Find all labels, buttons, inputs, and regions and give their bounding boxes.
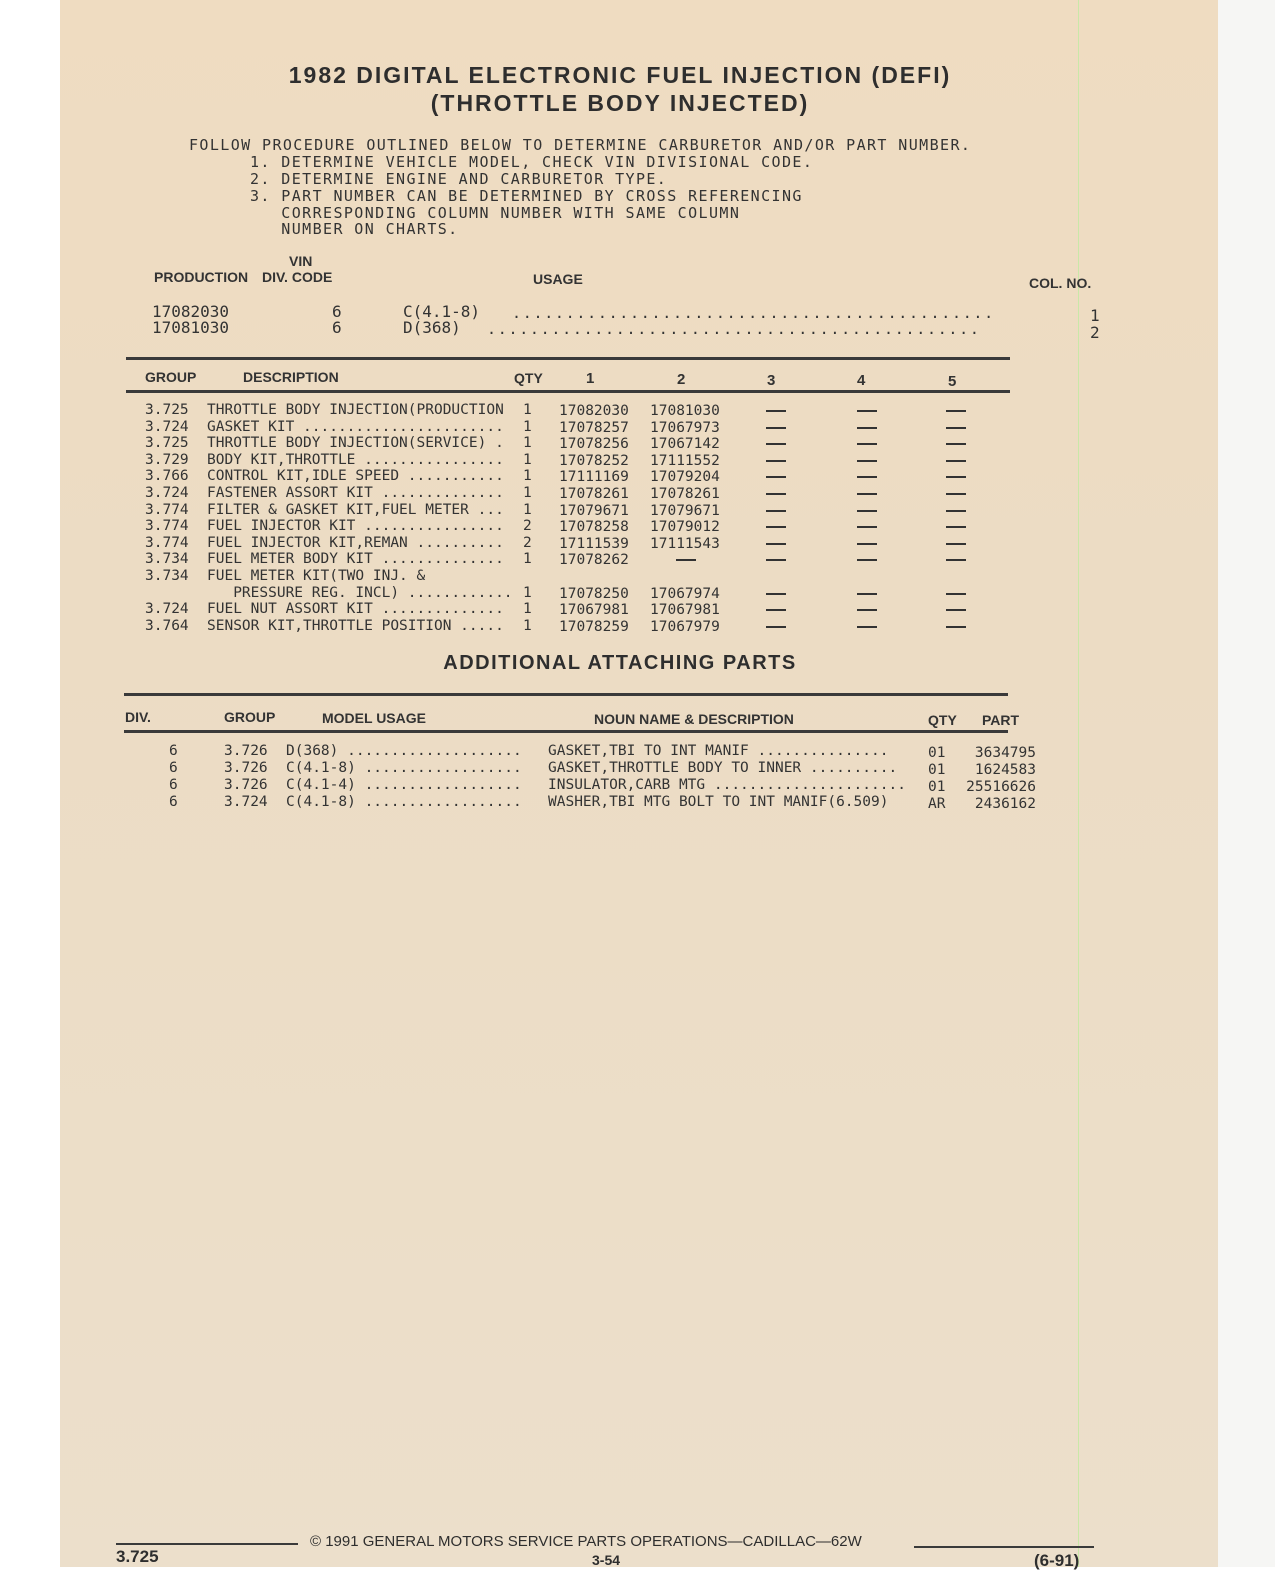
part-description: FUEL INJECTOR KIT ................	[207, 518, 504, 535]
col-3-dash	[766, 460, 786, 462]
part-group: 3.764	[145, 617, 189, 634]
col-5-dash	[946, 410, 966, 412]
col-3-dash	[766, 476, 786, 478]
page-subtitle: (THROTTLE BODY INJECTED)	[430, 90, 810, 116]
part-col-2: 17081030	[650, 403, 720, 419]
part-qty: 1	[523, 617, 532, 634]
col-4-dash	[857, 410, 877, 412]
header-col-5: 5	[948, 373, 957, 390]
production-col: 2	[1090, 323, 1100, 342]
col-3-dash	[766, 593, 786, 595]
header-add-qty: QTY	[928, 712, 957, 728]
add-div: 6	[169, 777, 178, 793]
col-5-dash	[946, 559, 966, 561]
part-col-2: 17079671	[650, 502, 720, 519]
production-col: 1	[1090, 306, 1100, 325]
header-noun-name: NOUN NAME & DESCRIPTION	[594, 711, 794, 727]
instruction-step-3-cont: CORRESPONDING COLUMN NUMBER WITH SAME COLUMN	[250, 204, 741, 222]
part-col-1: 17078258	[559, 519, 629, 536]
header-div-code: DIV. CODE	[262, 269, 333, 285]
additional-parts-title: ADDITIONAL ATTACHING PARTS	[443, 652, 797, 674]
instruction-step-1: 1. DETERMINE VEHICLE MODEL, CHECK VIN DIVISIONAL CODE.	[250, 153, 814, 171]
col-5-dash	[946, 543, 966, 545]
col-4-dash	[857, 609, 877, 611]
production-number: 17081030	[152, 318, 230, 337]
part-description: THROTTLE BODY INJECTION(SERVICE) .	[207, 435, 504, 452]
add-part-number: 25516626	[966, 779, 1036, 795]
add-group: 3.724	[224, 794, 268, 810]
col-3-dash	[766, 493, 786, 495]
col-5-dash	[946, 609, 966, 611]
part-description: GASKET KIT .......................	[207, 418, 504, 435]
part-col-2: 17067979	[650, 618, 720, 635]
part-group: 3.725	[145, 435, 189, 452]
add-model-usage: C(4.1-8) ..................	[286, 794, 522, 810]
col-4-dash	[857, 460, 877, 462]
add-noun-name: INSULATOR,CARB MTG ......................	[548, 777, 906, 793]
col-3-dash	[766, 559, 786, 561]
part-group: 3.774	[145, 534, 189, 551]
part-col-2: 17067981	[650, 602, 720, 619]
part-qty: 1	[523, 584, 532, 601]
part-description: FUEL INJECTOR KIT,REMAN ..........	[207, 534, 504, 551]
part-description: FUEL METER BODY KIT ..............	[207, 551, 504, 568]
part-description: CONTROL KIT,IDLE SPEED ...........	[207, 468, 504, 485]
add-div: 6	[169, 760, 178, 776]
part-qty: 1	[523, 501, 532, 518]
table-rule-header	[126, 390, 1010, 393]
part-col-1: 17078256	[559, 436, 629, 453]
add-group: 3.726	[224, 777, 268, 793]
part-col-1: 17111539	[559, 535, 629, 552]
header-div: DIV.	[125, 709, 151, 725]
col-3-dash	[766, 609, 786, 611]
part-group: 3.734	[145, 551, 189, 568]
col-5-dash	[946, 526, 966, 528]
add-part-number: 1624583	[974, 762, 1036, 778]
add-model-usage: C(4.1-4) ..................	[286, 777, 522, 793]
part-qty: 1	[523, 551, 532, 568]
col-4-dash	[857, 626, 877, 628]
col-5-dash	[946, 626, 966, 628]
add-qty: 01	[928, 779, 946, 795]
part-description: FUEL NUT ASSORT KIT ..............	[207, 601, 504, 618]
col-4-dash	[857, 559, 877, 561]
part-description: SENSOR KIT,THROTTLE POSITION .....	[207, 617, 504, 634]
part-group: 3.734	[145, 568, 189, 584]
col-3-dash	[766, 410, 786, 412]
additional-rule-header	[124, 730, 1008, 733]
col-5-dash	[946, 427, 966, 429]
page-title: 1982 DIGITAL ELECTRONIC FUEL INJECTION (DEFI)	[288, 62, 952, 88]
part-col-1: 17079671	[559, 502, 629, 519]
add-group: 3.726	[224, 760, 268, 776]
part-qty: 2	[523, 534, 532, 551]
part-group: 3.774	[145, 501, 189, 518]
col-4-dash	[857, 543, 877, 545]
header-col-1: 1	[586, 370, 595, 387]
part-col-2: 17067974	[650, 585, 720, 602]
part-group: 3.724	[145, 418, 189, 435]
production-number: 17082030	[152, 302, 230, 321]
part-qty: 1	[523, 418, 532, 435]
col-2-dash	[676, 559, 696, 561]
add-qty: 01	[928, 762, 946, 778]
col-3-dash	[766, 443, 786, 445]
part-group: 3.766	[145, 468, 189, 485]
part-description: FILTER & GASKET KIT,FUEL METER ...	[207, 501, 504, 518]
part-col-1: 17078252	[559, 452, 629, 469]
part-col-1: 17078259	[559, 618, 629, 635]
header-col-4: 4	[857, 372, 866, 389]
part-group: 3.724	[145, 601, 189, 618]
scan-artifact-line	[1078, 0, 1079, 1567]
part-col-1: 17078261	[559, 486, 629, 502]
col-4-dash	[857, 493, 877, 495]
col-5-dash	[946, 443, 966, 445]
part-col-1: 17067981	[559, 602, 629, 619]
add-part-number: 2436162	[974, 796, 1036, 812]
col-5-dash	[946, 460, 966, 462]
part-qty: 1	[523, 435, 532, 452]
add-model-usage: D(368) ....................	[286, 743, 522, 759]
col-4-dash	[857, 593, 877, 595]
instruction-step-3: 3. PART NUMBER CAN BE DETERMINED BY CROSS REFERENCING	[250, 187, 803, 205]
header-add-group: GROUP	[224, 709, 276, 725]
footer-rule-left	[116, 1543, 298, 1545]
part-qty: 1	[523, 451, 532, 468]
col-5-dash	[946, 593, 966, 595]
header-qty: QTY	[514, 370, 543, 386]
add-noun-name: GASKET,TBI TO INT MANIF ...............	[548, 743, 889, 759]
col-3-dash	[766, 626, 786, 628]
part-group: 3.725	[145, 402, 189, 418]
add-group: 3.726	[224, 743, 268, 759]
footer-rule-right	[914, 1546, 1094, 1548]
production-usage: D(368)	[403, 318, 461, 337]
part-group: 3.724	[145, 485, 189, 501]
part-qty: 2	[523, 518, 532, 535]
production-leader: .............................................	[512, 304, 995, 322]
footer-date-code: (6-91)	[1034, 1551, 1080, 1570]
part-col-1: 17078262	[559, 552, 629, 569]
header-description: DESCRIPTION	[243, 369, 339, 385]
header-col-3: 3	[767, 372, 776, 389]
part-qty: 1	[523, 601, 532, 618]
header-col-no: COL. NO.	[1029, 275, 1092, 291]
part-group: 3.774	[145, 518, 189, 535]
header-col-2: 2	[677, 371, 686, 388]
header-production: PRODUCTION	[154, 269, 249, 285]
part-description: BODY KIT,THROTTLE ................	[207, 451, 504, 468]
col-4-dash	[857, 476, 877, 478]
part-col-2: 17078261	[650, 486, 720, 502]
instructions-intro: FOLLOW PROCEDURE OUTLINED BELOW TO DETERMINE CARBURETOR AND/OR PART NUMBER.	[189, 136, 972, 154]
col-5-dash	[946, 476, 966, 478]
part-col-1: 17111169	[559, 469, 629, 486]
additional-rule-top	[124, 693, 1008, 696]
part-col-1: 17078257	[559, 419, 629, 436]
footer-page-number: 3-54	[592, 1552, 621, 1568]
add-div: 6	[169, 743, 178, 759]
part-description: FUEL METER KIT(TWO INJ. &	[207, 568, 426, 584]
part-group: 3.729	[145, 451, 189, 468]
col-3-dash	[766, 510, 786, 512]
footer-section-number: 3.725	[116, 1547, 159, 1566]
col-4-dash	[857, 510, 877, 512]
header-part: PART	[982, 712, 1020, 728]
col-4-dash	[857, 526, 877, 528]
part-description: FASTENER ASSORT KIT ..............	[207, 485, 504, 501]
instruction-step-3-cont2: NUMBER ON CHARTS.	[250, 220, 459, 238]
table-rule-top	[126, 357, 1010, 360]
part-qty: 1	[523, 468, 532, 485]
production-div: 6	[332, 302, 342, 321]
part-col-2: 17067142	[650, 436, 720, 453]
production-div: 6	[332, 318, 342, 337]
col-5-dash	[946, 510, 966, 512]
col-4-dash	[857, 443, 877, 445]
header-vin: VIN	[289, 253, 313, 269]
col-3-dash	[766, 427, 786, 429]
part-col-2: 17067973	[650, 419, 720, 436]
col-3-dash	[766, 543, 786, 545]
part-qty: 1	[523, 402, 532, 418]
add-div: 6	[169, 794, 178, 810]
part-col-2: 17079012	[650, 519, 720, 536]
add-qty: 01	[928, 745, 946, 761]
add-part-number: 3634795	[974, 745, 1036, 761]
footer-copyright: © 1991 GENERAL MOTORS SERVICE PARTS OPERATIONS—CADILLAC—62W	[310, 1533, 862, 1550]
part-col-2: 17111543	[650, 535, 720, 552]
instruction-step-2: 2. DETERMINE ENGINE AND CARBURETOR TYPE.	[250, 170, 668, 188]
add-noun-name: GASKET,THROTTLE BODY TO INNER ..........	[548, 760, 898, 776]
part-col-2: 17079204	[650, 469, 720, 486]
add-noun-name: WASHER,TBI MTG BOLT TO INT MANIF(6.509)	[548, 794, 889, 810]
part-col-1: 17082030	[559, 403, 629, 419]
add-model-usage: C(4.1-8) ..................	[286, 760, 522, 776]
col-3-dash	[766, 526, 786, 528]
part-qty: 1	[523, 485, 532, 501]
col-5-dash	[946, 493, 966, 495]
production-leader: ..............................................	[487, 320, 981, 338]
add-qty: AR	[928, 796, 946, 812]
production-usage: C(4.1-8)	[403, 302, 481, 321]
part-col-2: 17111552	[650, 452, 720, 469]
header-group: GROUP	[145, 369, 197, 385]
col-4-dash	[857, 427, 877, 429]
part-description: PRESSURE REG. INCL) ............	[207, 584, 513, 601]
part-description: THROTTLE BODY INJECTION(PRODUCTION	[207, 402, 504, 418]
scan-margin	[1218, 0, 1275, 1567]
header-model-usage: MODEL USAGE	[322, 710, 426, 726]
header-usage: USAGE	[533, 271, 583, 287]
part-col-1: 17078250	[559, 585, 629, 602]
